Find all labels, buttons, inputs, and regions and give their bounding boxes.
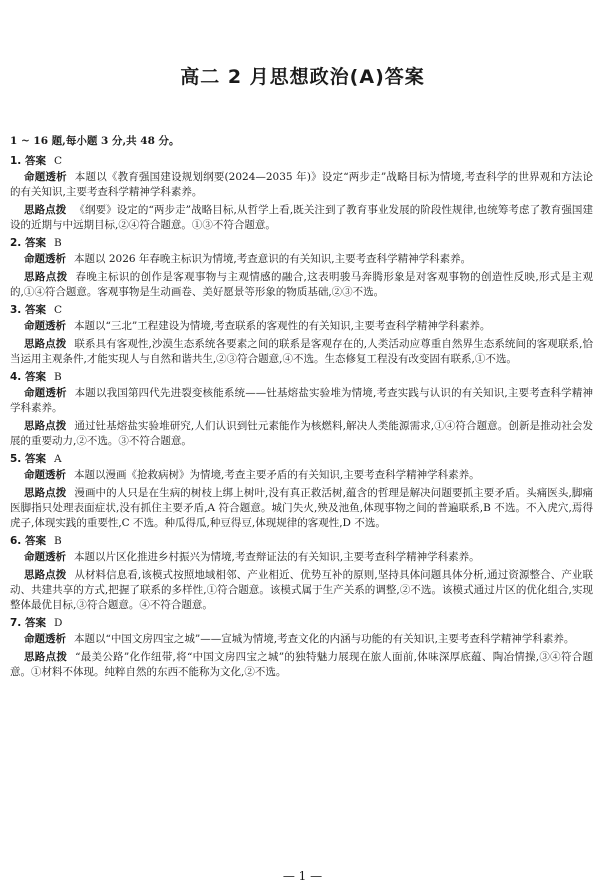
hint-paragraph — [10, 203, 593, 233]
hint-paragraph — [10, 486, 593, 531]
hint-paragraph — [10, 270, 593, 300]
question-list — [10, 154, 593, 680]
analysis-label: 命题透析 — [24, 551, 66, 563]
answer-choice: D — [53, 617, 63, 629]
question-answer-line — [10, 370, 593, 385]
question-number: 1. — [10, 155, 22, 167]
analysis-paragraph-text: 本题以漫画《抢救病树》为情境,考查主要矛盾的有关知识,主要考查科学精神学科素养。 — [74, 469, 480, 481]
analysis-label: 命题透析 — [24, 171, 67, 183]
section-intro: 1 ~ 16 题,每小题 3 分,共 48 分。 — [10, 135, 180, 147]
answer-label: 答案 — [24, 617, 46, 629]
page-number: — 1 — — [282, 869, 323, 883]
analysis-paragraph-text: 本题以我国第四代先进裂变核能系统——钍基熔盐实验堆为情境,考查实践与认识的有关知识,主要考查科学精神学科素养。 — [10, 387, 593, 414]
analysis-paragraph — [10, 170, 593, 200]
analysis-paragraph — [10, 252, 593, 267]
question-item — [10, 303, 593, 367]
analysis-paragraph — [10, 632, 593, 647]
analysis-label: 命题透析 — [24, 253, 66, 265]
answer-label: 答案 — [24, 237, 46, 249]
question-number: 6. — [10, 535, 22, 547]
page-title: 高二 2 月思想政治(A)答案 — [180, 66, 425, 88]
question-item — [10, 154, 593, 233]
analysis-paragraph-text: 本题以“中国文房四宝之城”——宣城为情境,考查文化的内涵与功能的有关知识,主要考查科学精神学科素养。 — [74, 633, 575, 645]
hint-paragraph-text: 联系具有客观性,沙漠生态系统各要素之间的联系是客观存在的,人类活动应尊重自然界生态系统间的客观联系,恰当运用主观条件,才能实现人与自然和谐共生,②③符合题意,④不选。生态修复工程没有改变固有联系,①不选。 — [10, 338, 594, 365]
analysis-paragraph-text: 本题以“三北”工程建设为情境,考查联系的客观性的有关知识,主要考查科学精神学科素养。 — [74, 320, 491, 332]
answer-choice: B — [53, 237, 62, 249]
question-number: 5. — [10, 453, 22, 465]
analysis-paragraph-text: 本题以 2026 年春晚主标识为情境,考查意识的有关知识,主要考查科学精神学科素养。 — [74, 253, 472, 265]
analysis-paragraph — [10, 386, 593, 416]
answer-label: 答案 — [24, 304, 46, 316]
hint-paragraph-text: “最美公路”化作纽带,将“中国文房四宝之城”的独特魅力展现在旅人面前,体味深厚底蕴、陶冶情操,③④符合题意。①材料不体现。纯粹自然的东西不能称为文化,②不选。 — [10, 651, 593, 678]
answer-label: 答案 — [24, 453, 46, 465]
answer-choice: B — [53, 535, 62, 547]
answer-choice: A — [53, 453, 62, 465]
hint-paragraph — [10, 650, 593, 680]
analysis-label: 命题透析 — [24, 633, 66, 645]
question-item — [10, 452, 593, 531]
hint-label: 思路点拨 — [24, 204, 67, 216]
hint-label: 思路点拨 — [24, 569, 67, 581]
hint-label: 思路点拨 — [24, 487, 67, 499]
answer-choice: C — [53, 155, 62, 167]
answer-label: 答案 — [24, 371, 46, 383]
answer-content — [10, 134, 593, 683]
hint-paragraph-text: 通过钍基熔盐实验堆研究,人们认识到钍元素能作为核燃料,解决人类能源需求,①④符合题意。创新是推动社会发展的重要动力,②不选。③不符合题意。 — [10, 420, 594, 447]
hint-paragraph-text: 《纲要》设定的“两步走”战略目标,从哲学上看,既关注到了教育事业发展的阶段性规律,也统筹考虑了教育强国建设的近期与中远期目标,②④符合题意。①③不符合题意。 — [10, 204, 594, 231]
question-number: 3. — [10, 304, 22, 316]
hint-paragraph-text: 从材料信息看,该模式按照地域相邻、产业相近、优势互补的原则,坚持具体问题具体分析,通过资源整合、产业联动、共建共享的方式,把握了联系的多样性,①符合题意。该模式属于生产关系的调整,②不选。该模式通过片区的优化组合,实现整体最优目标,③符合题意。④不符合题意。 — [10, 569, 594, 611]
analysis-label: 命题透析 — [24, 387, 67, 399]
answer-label: 答案 — [24, 155, 46, 167]
hint-label: 思路点拨 — [24, 651, 68, 663]
answer-choice: B — [53, 371, 62, 383]
question-item — [10, 534, 593, 613]
analysis-paragraph — [10, 468, 593, 483]
hint-label: 思路点拨 — [24, 271, 68, 283]
hint-paragraph — [10, 568, 593, 613]
hint-label: 思路点拨 — [24, 420, 67, 432]
analysis-label: 命题透析 — [24, 320, 66, 332]
analysis-paragraph-text: 本题以《教育强国建设规划纲要(2024—2035 年)》设定“两步走”战略目标为情境,考查科学的世界观和方法论的有关知识,主要考查科学精神学科素养。 — [10, 171, 594, 198]
hint-label: 思路点拨 — [24, 338, 67, 350]
analysis-label: 命题透析 — [24, 469, 66, 481]
question-number: 2. — [10, 237, 22, 249]
hint-paragraph — [10, 337, 593, 367]
hint-paragraph — [10, 419, 593, 449]
question-answer-line — [10, 303, 593, 318]
answer-choice: C — [53, 304, 62, 316]
answer-label: 答案 — [24, 535, 46, 547]
hint-paragraph-text: 漫画中的人只是在生病的树枝上绑上树叶,没有真正救活树,蕴含的哲理是解决问题要抓主要矛盾。头痛医头,脚痛医脚指只处理表面症状,没有抓住主要矛盾,A 符合题意。城门失火,殃及池鱼,体现事物之间的普遍联系,B 不选。不入虎穴,焉得虎子,体现实践的重要性,C 不选。种瓜得瓜,种豆得豆,体现规律的客观性,D 不选。 — [10, 487, 594, 529]
question-answer-line — [10, 154, 593, 169]
question-answer-line — [10, 236, 593, 251]
question-answer-line — [10, 616, 593, 631]
question-item — [10, 370, 593, 449]
question-answer-line — [10, 534, 593, 549]
analysis-paragraph-text: 本题以片区化推进乡村振兴为情境,考查辩证法的有关知识,主要考查科学精神学科素养。 — [74, 551, 480, 563]
hint-paragraph-text: 春晚主标识的创作是客观事物与主观情感的融合,这表明骏马奔腾形象是对客观事物的创造性反映,形式是主观的,①④符合题意。客观事物是生动画卷、美好愿景等形象的物质基础,②③不选。 — [10, 271, 593, 298]
question-answer-line — [10, 452, 593, 467]
analysis-paragraph — [10, 550, 593, 565]
question-number: 4. — [10, 371, 22, 383]
question-item — [10, 236, 593, 300]
question-number: 7. — [10, 617, 22, 629]
analysis-paragraph — [10, 319, 593, 334]
question-item — [10, 616, 593, 680]
